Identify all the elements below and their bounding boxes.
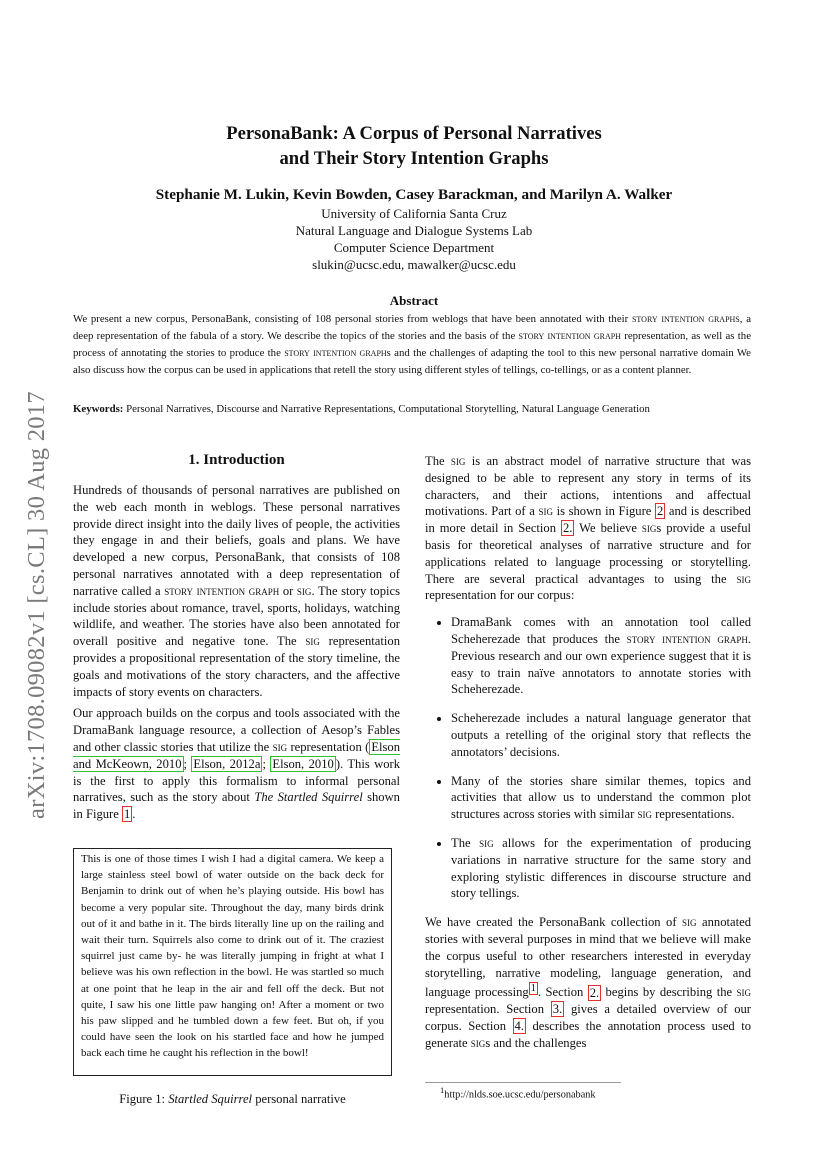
keywords [73, 401, 751, 418]
list-item: • DramaBank comes with an annotation tool called Scheherezade that produces the story intention graph. Previous research and our own experience suggest that it is easy to train naïve annotators to annotate stories with Scheherezade. [451, 614, 751, 698]
list-item: • The sig allows for the experimentation of producing variations in narrative structure for the same story and exploring stylistic differences in discourse structure and story tellings. [451, 835, 751, 902]
title-line-2: and Their Story Intention Graphs [279, 148, 549, 169]
intro-paragraph-1: Hundreds of thousands of personal narratives are published on the web each month in weblogs. These personal narratives provide direct insight into the daily lives of people, the activities they engage in and their beliefs, goals and plans. We have developed a new corpus, PersonaBank, that consists of 108 personal narratives annotated with a deep representation of narrative called a story intention graph or sig. The story topics include stories about romance, travel, sports, holidays, watching wildlife, and weather. The stories have also been annotated for overall positive and negative tone. The sig representation provides a propositional representation of the story timeline, the goals and motivations of the story characters, and the affective impacts of story events on characters. [73, 483, 400, 699]
figure-1-caption: Figure 1: Startled Squirrel personal narrative [119, 1092, 346, 1106]
figure-ref-link[interactable]: 2 [657, 504, 664, 519]
advantages-list [425, 614, 751, 902]
section-ref-link[interactable]: 3. [552, 1002, 563, 1017]
affiliations [0, 205, 828, 273]
list-item: • Many of the stories share similar themes, topics and activities that allow us to understand the common plot structures across stories with similar sig representations. [451, 773, 751, 823]
figure-ref-link[interactable]: 1 [123, 807, 131, 822]
footnote: $^1$http://nlds.soe.ucsc.edu/personabank [440, 1085, 596, 1101]
footnote-divider [425, 1082, 621, 1083]
left-column [73, 451, 400, 823]
list-item: • Scheherezade includes a natural language generator that outputs a retelling of the original story that reflects the annotators’ decisions. [451, 710, 751, 760]
section-ref-link[interactable]: 2. [562, 521, 573, 536]
paper-title [0, 121, 828, 171]
section-ref-link[interactable]: 4. [514, 1019, 524, 1034]
footnote-url[interactable]: http://nlds.soe.ucsc.edu/personabank [444, 1089, 596, 1101]
intro-paragraph-2: Our approach builds on the corpus and tools associated with the DramaBank language resource, a collection of Aesop’s Fables and other classic stories that utilize the sig representation ( Elson and McKeown, 2010 ; Elson, 2012a ; Elson, 2010 ). This work is the first to apply this formalism to informal personal narratives, such as the story about The Startled Squirrel shown in Figure 1 . [73, 706, 401, 822]
keywords-label: Keywords: [73, 403, 124, 415]
right-column [425, 453, 751, 1052]
citation-link[interactable]: Elson, 2010 [272, 756, 334, 771]
abstract-heading: Abstract [389, 293, 439, 308]
right-paragraph-1: The sig is an abstract model of narrative structure that was designed to be able to represent any story in terms of its characters, and their actions, intentions and affectual motivations. Part of a sig is shown in Figure 2 and is described in more detail in Section 2. We believe sigs provide a useful basis for theoretical analyses of narrative structure and for applications related to language processing or storytelling. There are several practical advantages to using the sig representation for our corpus: [425, 454, 752, 603]
footnote-ref-link[interactable]: 1 [530, 983, 536, 995]
affiliation-lab: Natural Language and Dialogue Systems Lab [295, 223, 533, 238]
figure-1-story-box: This is one of those times I wish I had a digital camera. We keep a large stainless steel bowl of water outside on the back deck for Benjamin to drink out of when he’s playing outside. His bowl has become a very popular site. Throughout the day, many birds drink out of it and bathe in it. The birds literally line up on the railing and wait their turn. Squirrels also come to drink out of it. The craziest squirrel just came by- he was literally jumping in fright at what I believe was his own reflection in the bowl. He was startled so much at one point that he leap in the air and fell off the deck. But not quite, I saw his one little paw hanging on! After a moment or two his paw slipped and he tumbled down a few feet. But oh, if you could have seen the look on his startled face and how he jumped back each time he caught his reflection in the bowl! [73, 848, 392, 1076]
author-emails: slukin@ucsc.edu, mawalker@ucsc.edu [312, 257, 516, 272]
arxiv-identifier: arXiv:1708.09082v1 [cs.CL] 30 Aug 2017 [23, 391, 50, 819]
title-line-1: PersonaBank: A Corpus of Personal Narratives [226, 123, 602, 144]
affiliation-department: Computer Science Department [333, 240, 495, 255]
citation-link[interactable]: Elson, 2012a [193, 756, 261, 771]
abstract-text: We present a new corpus, PersonaBank, consisting of 108 personal stories from weblogs that have been annotated with their story intention graphs, a deep representation of the fabula of a story. We describe the topics of the stories and the basis of the story intention graph representation, as well as the process of annotating the stories to produce the story intention graphs and the challenges of adapting the tool to this new personal narrative domain We also discuss how the corpus can be used in applications that retell the story using different styles of tellings, co-tellings, or as a content planner. [73, 313, 751, 376]
affiliation-university: University of California Santa Cruz [321, 206, 507, 221]
section-ref-link[interactable]: 2. [589, 985, 600, 1000]
keywords-text: Personal Narratives, Discourse and Narrative Representations, Computational Storytelling, Natural Language Generation [123, 403, 650, 415]
right-paragraph-2: We have created the PersonaBank collection of sig annotated stories with several purposes in mind that we believe will make the corpus useful to other researchers interested in everyday storytelling, narrative modeling, language generation, and language processing $^1$ . Section 2. begins by describing the sig representation. Section 3. gives a detailed overview of our corpus. Section 4. describes the annotation process used to generate sigs and the challenges [425, 915, 752, 1050]
section-heading-introduction: 1. Introduction [188, 452, 285, 468]
citation-link[interactable]: Elson and McKeown, 2010 [73, 739, 400, 771]
author-list: Stephanie M. Lukin, Kevin Bowden, Casey Barackman, and Marilyn A. Walker [155, 186, 673, 203]
